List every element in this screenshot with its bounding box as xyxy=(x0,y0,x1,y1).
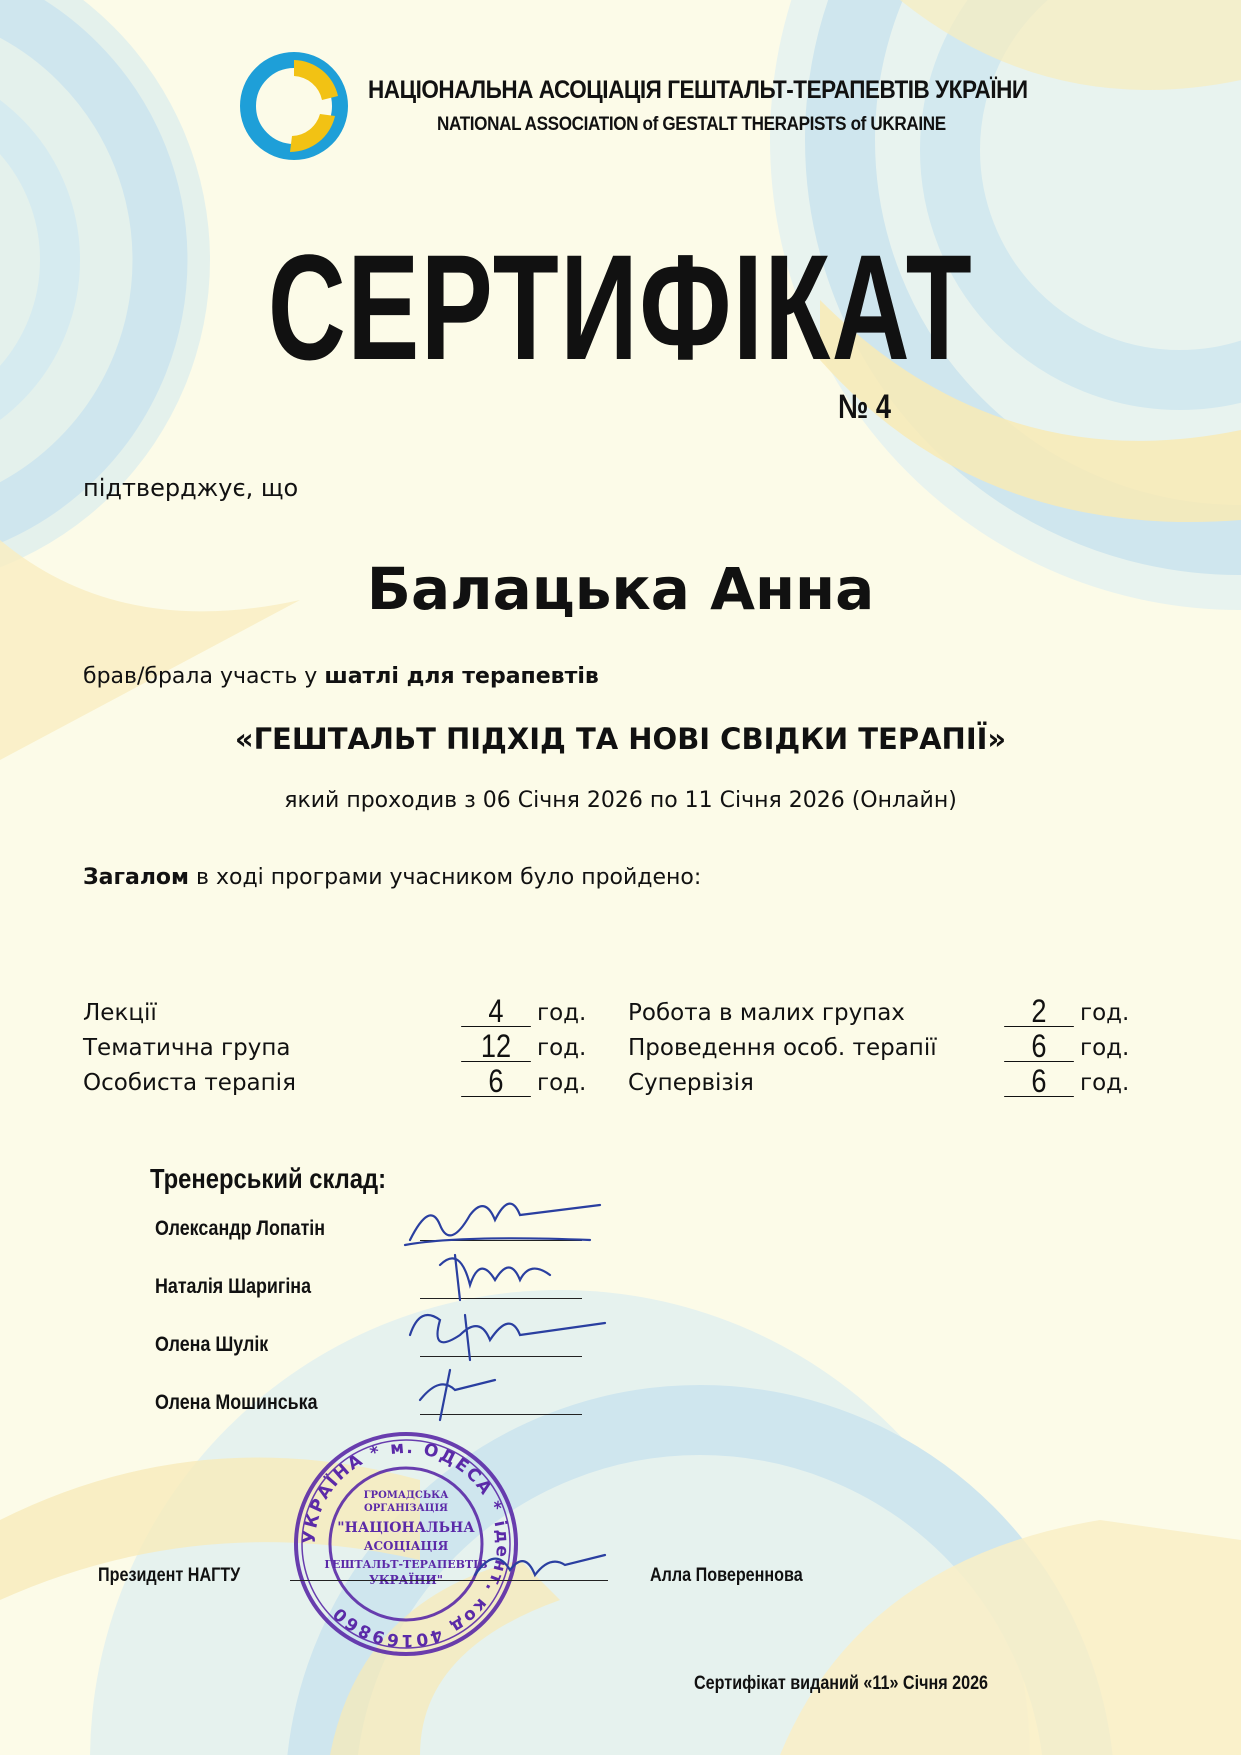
hours-value: 2 xyxy=(1004,996,1074,1027)
hours-value: 4 xyxy=(461,996,531,1027)
org-name-english: NATIONAL ASSOCIATION of GESTALT THERAPISTS of UKRAINE xyxy=(437,114,946,135)
certificate-number: № 4 xyxy=(838,388,892,426)
stamp-line: АСОЦІАЦІЯ xyxy=(363,1539,449,1553)
org-name-ukrainian: НАЦІОНАЛЬНА АСОЦІАЦІЯ ГЕШТАЛЬТ-ТЕРАПЕВТІВ УКРАЇНИ xyxy=(368,76,1028,104)
hours-label: Особиста терапія xyxy=(83,1070,296,1096)
issued-date: Сертифікат виданий «11» Січня 2026 xyxy=(694,1673,989,1694)
stamp-line: ГРОМАДСЬКА xyxy=(363,1490,449,1501)
confirms-text: підтверджує, що xyxy=(83,474,299,502)
program-title: «ГЕШТАЛЬТ ПІДХІД ТА НОВІ СВІДКИ ТЕРАПІЇ» xyxy=(234,722,1007,756)
president-signature xyxy=(470,1535,610,1595)
stamp-outer-text: УКРАЇНА * м. ОДЕСА * ідент. код 40169860 xyxy=(299,1437,513,1651)
hours-label: Проведення особ. терапії xyxy=(628,1035,937,1061)
total-bold: Загалом xyxy=(83,865,190,890)
trainer-name: Наталія Шаригіна xyxy=(155,1275,312,1298)
participated-prefix: брав/брала участь у xyxy=(83,664,325,689)
hours-unit: год. xyxy=(1080,1035,1130,1061)
hours-value: 12 xyxy=(461,1031,531,1062)
hours-value: 6 xyxy=(1004,1031,1074,1062)
certificate-title: СЕРТИФІКАТ xyxy=(267,223,974,391)
recipient-name: Балацька Анна xyxy=(366,555,875,623)
hours-unit: год. xyxy=(537,1035,587,1061)
trainer-signatures xyxy=(400,1185,620,1435)
trainer-name: Олена Мошинська xyxy=(155,1391,318,1414)
hours-label: Тематична група xyxy=(83,1035,291,1061)
hours-label: Робота в малих групах xyxy=(628,1000,905,1026)
president-name: Алла Повереннова xyxy=(650,1565,803,1586)
president-label: Президент НАГТУ xyxy=(98,1565,241,1586)
hours-unit: год. xyxy=(537,1000,587,1026)
hours-value: 6 xyxy=(461,1066,531,1097)
program-dates: який проходив з 06 Січня 2026 по 11 Січня 2026 (Онлайн) xyxy=(284,788,957,813)
trainer-name: Олена Шулік xyxy=(155,1333,269,1356)
trainers-heading: Тренерський склад: xyxy=(150,1163,387,1194)
hours-label: Лекції xyxy=(83,1000,157,1026)
stamp-line: ГЕШТАЛЬТ-ТЕРАПЕВТІВ xyxy=(324,1558,488,1571)
total-rest: в ході програми учасником було пройдено: xyxy=(189,865,702,890)
stamp-line: "НАЦІОНАЛЬНА xyxy=(337,1520,475,1536)
participated-event: шатлі xyxy=(324,664,399,689)
trainer-name: Олександр Лопатін xyxy=(155,1217,326,1240)
stamp-line: ОРГАНІЗАЦІЯ xyxy=(364,1503,448,1514)
participation-text xyxy=(83,664,599,689)
total-intro xyxy=(83,865,701,890)
gestalt-ring-logo-icon xyxy=(230,44,358,168)
hours-label: Супервізія xyxy=(628,1070,754,1096)
hours-value: 6 xyxy=(1004,1066,1074,1097)
hours-unit: год. xyxy=(1080,1000,1130,1026)
stamp-line: УКРАЇНИ" xyxy=(369,1573,443,1587)
hours-unit: год. xyxy=(537,1070,587,1096)
hours-unit: год. xyxy=(1080,1070,1130,1096)
participated-suffix: для терапевтів xyxy=(398,664,599,689)
